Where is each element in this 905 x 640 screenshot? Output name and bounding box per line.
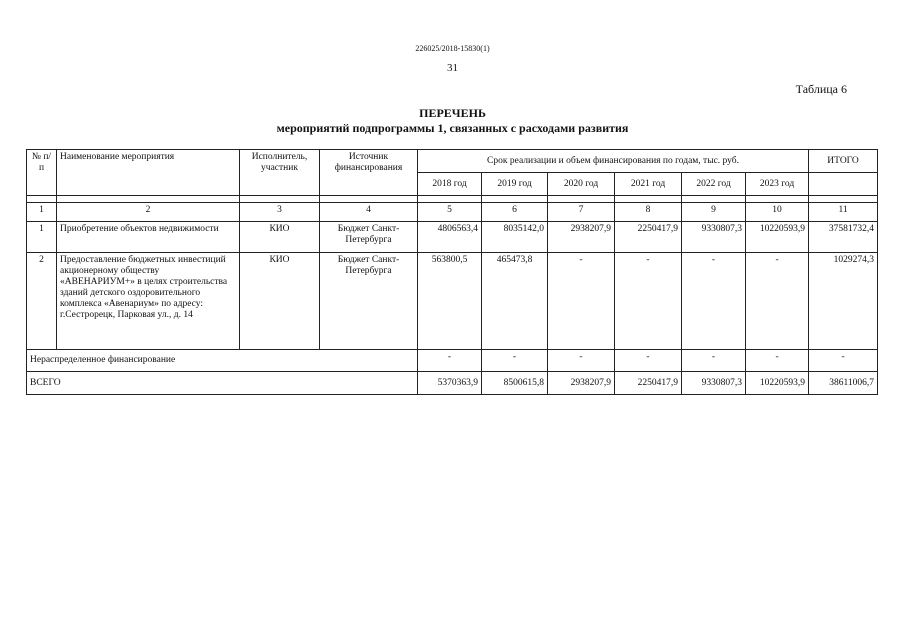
grand-total-value: 9330807,3 (682, 372, 746, 395)
row-num: 2 (27, 253, 57, 350)
table-title (0, 106, 905, 136)
column-number: 10 (746, 203, 809, 222)
column-number: 6 (482, 203, 548, 222)
unallocated-label: Нераспределенное финансирование (27, 350, 418, 372)
unallocated-value: - (746, 350, 809, 372)
header-row (27, 150, 878, 173)
header-num: № п/п (27, 150, 57, 196)
table-label: Таблица 6 (795, 82, 847, 96)
row-executor: КИО (240, 253, 320, 350)
grand-total-label: ВСЕГО (27, 372, 418, 395)
column-number: 5 (418, 203, 482, 222)
unallocated-value: - (548, 350, 615, 372)
unallocated-total: - (809, 350, 878, 372)
row-source: Бюджет Санкт-Петербурга (320, 222, 418, 253)
header-period: Срок реализации и объем финансирования по годам, тыс. руб. (418, 150, 809, 173)
total-subheader-empty (809, 173, 878, 196)
year-header: 2018 год (418, 173, 482, 196)
header-total: ИТОГО (809, 150, 878, 173)
grand-total-value: 8500615,8 (482, 372, 548, 395)
row-value: 8035142,0 (482, 222, 548, 253)
year-header: 2021 год (615, 173, 682, 196)
header-name: Наименование мероприятия (57, 150, 240, 196)
row-value: - (746, 253, 809, 350)
row-value: 10220593,9 (746, 222, 809, 253)
year-header: 2020 год (548, 173, 615, 196)
row-value: - (682, 253, 746, 350)
row-value: - (615, 253, 682, 350)
page-number: 31 (447, 62, 458, 74)
separator-row (27, 196, 878, 203)
row-value: 9330807,3 (682, 222, 746, 253)
row-name: Приобретение объектов недвижимости (57, 222, 240, 253)
column-number: 1 (27, 203, 57, 222)
unallocated-value: - (418, 350, 482, 372)
column-numbers-row (27, 203, 878, 222)
year-header: 2023 год (746, 173, 809, 196)
title-line-1: ПЕРЕЧЕНЬ (419, 106, 486, 120)
row-num: 1 (27, 222, 57, 253)
column-number: 2 (57, 203, 240, 222)
unallocated-row (27, 350, 878, 372)
column-number: 8 (615, 203, 682, 222)
year-header: 2022 год (682, 173, 746, 196)
header-source: Источник финансирования (320, 150, 418, 196)
column-number: 4 (320, 203, 418, 222)
grand-total-value: 2250417,9 (615, 372, 682, 395)
grand-total-sum: 38611006,7 (809, 372, 878, 395)
unallocated-value: - (682, 350, 746, 372)
row-total: 1029274,3 (809, 253, 878, 350)
table-row (27, 253, 878, 350)
row-value: - (548, 253, 615, 350)
column-number: 3 (240, 203, 320, 222)
row-value: 4806563,4 (418, 222, 482, 253)
document-id: 226025/2018-15830(1) (415, 44, 490, 53)
column-number: 7 (548, 203, 615, 222)
row-source: Бюджет Санкт-Петербурга (320, 253, 418, 350)
table-row (27, 222, 878, 253)
grand-total-value: 10220593,9 (746, 372, 809, 395)
financing-table (26, 149, 878, 395)
unallocated-value: - (482, 350, 548, 372)
unallocated-value: - (615, 350, 682, 372)
row-value: 2250417,9 (615, 222, 682, 253)
title-line-2: мероприятий подпрограммы 1, связанных с расходами развития (276, 121, 629, 135)
grand-total-value: 2938207,9 (548, 372, 615, 395)
row-value: 2938207,9 (548, 222, 615, 253)
header-executor: Исполнитель, участник (240, 150, 320, 196)
row-executor: КИО (240, 222, 320, 253)
grand-total-row (27, 372, 878, 395)
row-value: 465473,8 (482, 253, 548, 350)
row-name: Предоставление бюджетных инвестиций акционерному обществу «АВЕНАРИУМ+» в целях строительства зданий детского оздоровительного комплекса «Авенариум» по адресу: г.Сестрорецк, Парковая ул., д. 14 (57, 253, 240, 350)
grand-total-value: 5370363,9 (418, 372, 482, 395)
column-number: 9 (682, 203, 746, 222)
row-total: 37581732,4 (809, 222, 878, 253)
year-header: 2019 год (482, 173, 548, 196)
row-value: 563800,5 (418, 253, 482, 350)
column-number: 11 (809, 203, 878, 222)
